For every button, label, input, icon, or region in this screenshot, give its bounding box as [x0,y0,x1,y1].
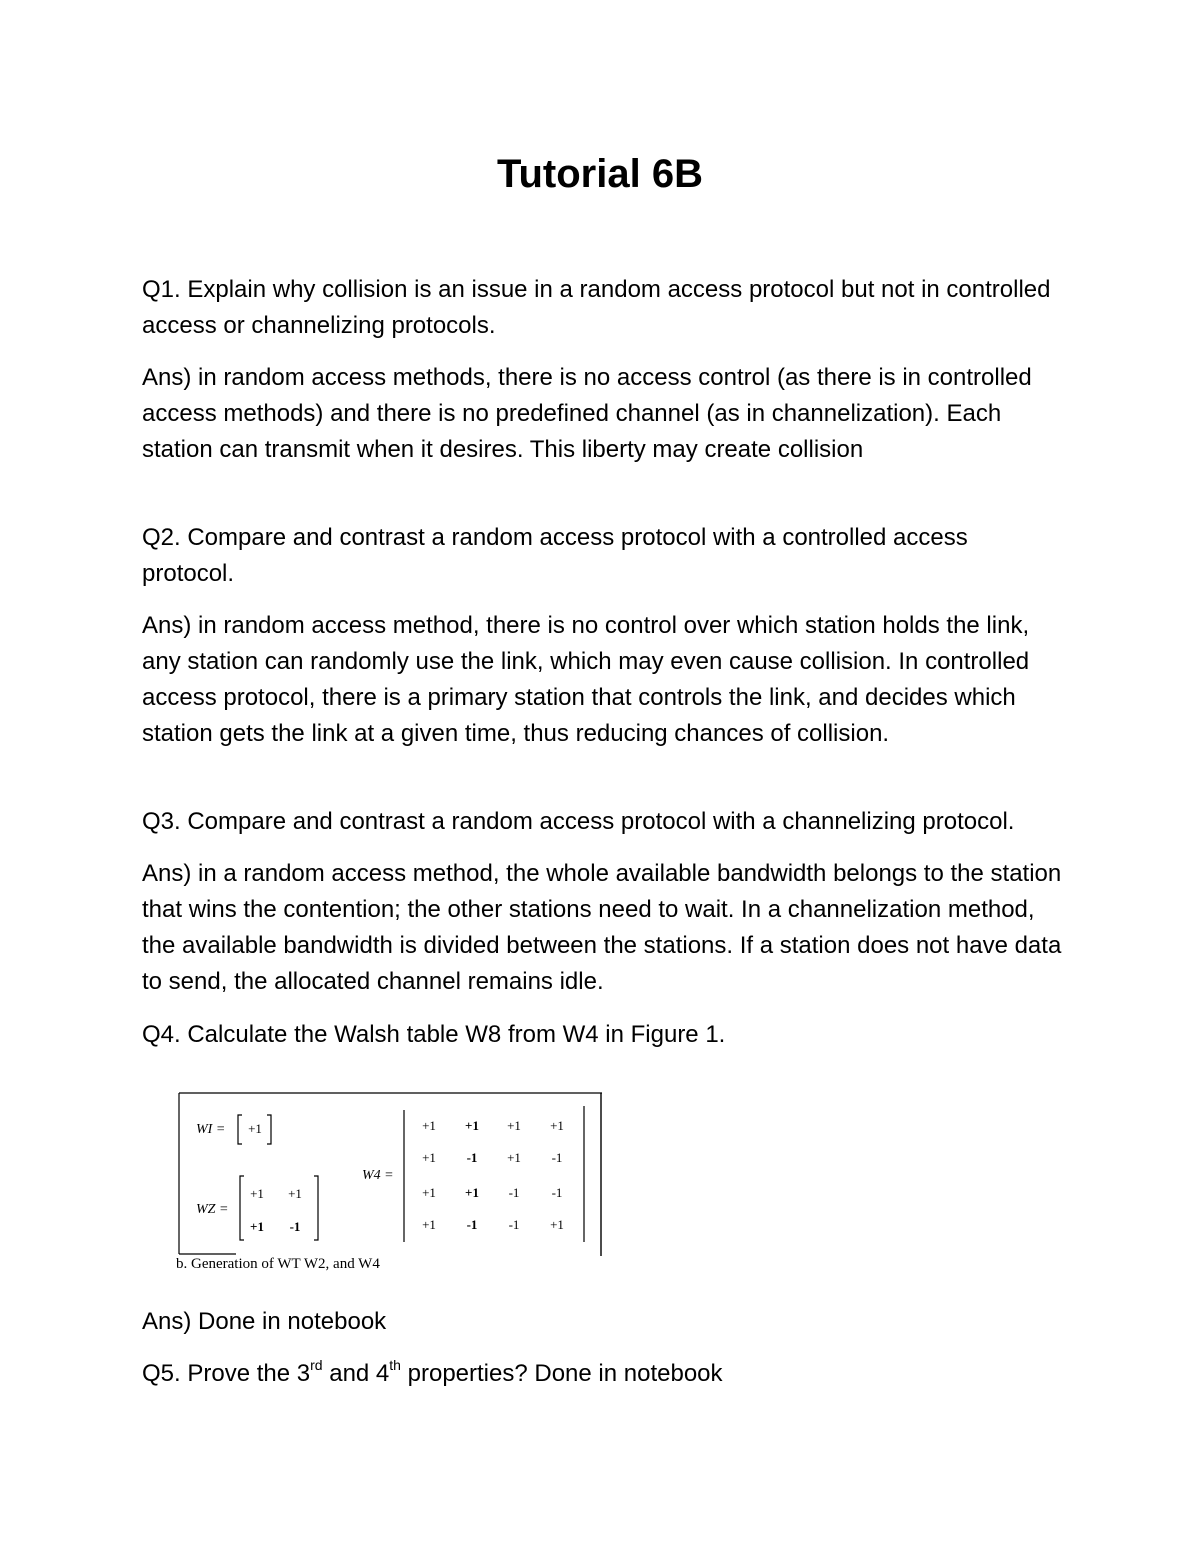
w2-cell: +1 [250,1219,264,1234]
q3-question: Q3. Compare and contrast a random access protocol with a channelizing protocol. [142,808,1015,835]
w4-cell: -1 [508,1185,520,1200]
w1-label: WI = [196,1122,226,1137]
q1-answer: Ans) in random access methods, there is no access control (as there is in controlled access methods) and there is no predefined channel (as in channelization). Each station can transmit when it desires. This liberty may create collision [142,364,1032,463]
w1-value: +1 [248,1121,262,1136]
w4-cell: +1 [422,1118,436,1133]
w4-cell: +1 [465,1118,479,1133]
w2-cell: +1 [250,1186,264,1201]
w4-cell: +1 [422,1217,436,1232]
w2-cell: -1 [289,1219,301,1234]
q5-question: Q5. Prove the 3rd and 4th properties? Done in notebook [142,1357,723,1387]
w4-cell: +1 [550,1118,564,1133]
q4-answer: Ans) Done in notebook [142,1308,387,1335]
q1-question: Q1. Explain why collision is an issue in a random access protocol but not in controlled access or channelizing protocols. [142,276,1051,339]
w4-cell: +1 [465,1185,479,1200]
w4-cell: -1 [466,1150,478,1165]
q3-answer: Ans) in a random access method, the whole available bandwidth belongs to the station that wins the contention; the other stations need to wait. In a channelization method, the available bandwidth is divided between the stations. If a station does not have data to send, the allocated channel remains idle. [142,860,1062,995]
w4-cell: -1 [551,1150,563,1165]
page-title: Tutorial 6B [497,152,703,196]
q4-question: Q4. Calculate the Walsh table W8 from W4 in Figure 1. [142,1021,726,1048]
w4-cell: -1 [551,1185,563,1200]
w2-label: WZ = [196,1202,229,1217]
w2-cell: +1 [288,1186,302,1201]
w4-cell: +1 [422,1185,436,1200]
w4-cell: +1 [507,1118,521,1133]
w4-cell: +1 [507,1150,521,1165]
q2-answer: Ans) in random access method, there is no control over which station holds the link, any station can randomly use the link, which may even cause collision. In controlled access protocol, there is a primary station that controls the link, and decides which station gets the link at a given time, thus reducing chances of collision. [142,612,1030,747]
w4-cell: -1 [466,1217,478,1232]
w4-cell: +1 [550,1217,564,1232]
w4-cell: -1 [508,1217,520,1232]
q2-question: Q2. Compare and contrast a random access protocol with a controlled access protocol. [142,524,968,587]
w4-label: W4 = [362,1168,394,1183]
figure-caption: b. Generation of WT W2, and W4 [176,1256,380,1272]
w4-cell: +1 [422,1150,436,1165]
walsh-figure [176,1088,606,1278]
